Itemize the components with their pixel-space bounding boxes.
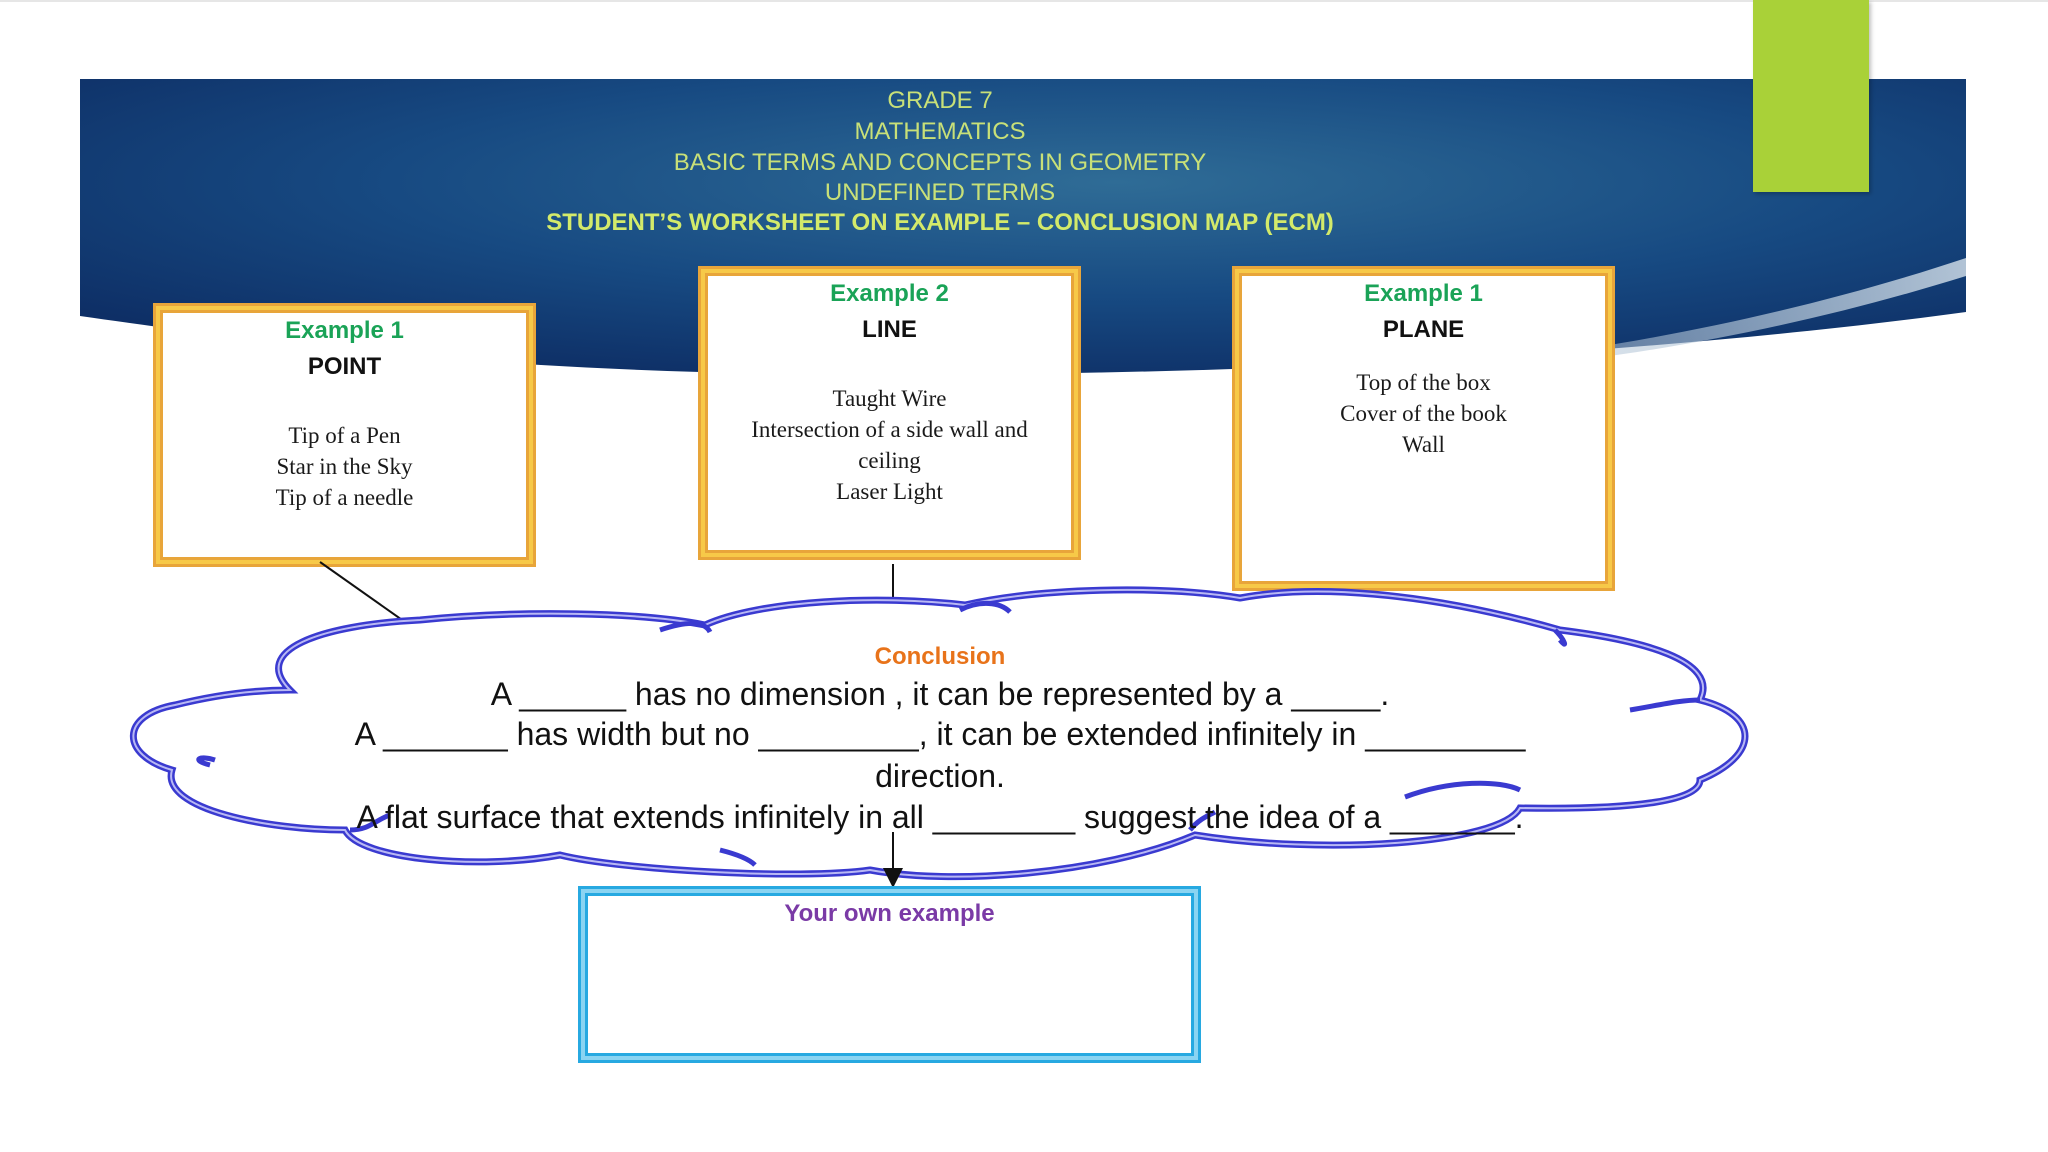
- example-item: Top of the box: [1356, 370, 1491, 395]
- connector-point: [320, 562, 405, 622]
- example-label: Example 2: [830, 280, 949, 307]
- conclusion-sentence-line: A _______ has width but no _________, it can be extended infinitely in _________: [354, 716, 1526, 752]
- own-example-label: Your own example: [784, 900, 995, 927]
- header-worksheet-title: STUDENT’S WORKSHEET ON EXAMPLE – CONCLUSION MAP (ECM): [546, 209, 1334, 236]
- conclusion-sentence-line-cont: direction.: [875, 758, 1005, 794]
- example-item: Intersection of a side wall and: [751, 417, 1028, 442]
- example-item: ceiling: [858, 448, 921, 473]
- example-term: PLANE: [1382, 316, 1465, 343]
- example-item: Taught Wire: [832, 386, 947, 411]
- example-item: Laser Light: [836, 479, 943, 504]
- conclusion-title: Conclusion: [874, 643, 1006, 670]
- header-subtopic: UNDEFINED TERMS: [824, 179, 1056, 206]
- example-term: LINE: [862, 316, 917, 343]
- example-item: Star in the Sky: [276, 454, 413, 479]
- example-label: Example 1: [1364, 280, 1483, 307]
- example-item: Tip of a needle: [275, 485, 414, 510]
- example-term: POINT: [307, 353, 382, 380]
- header-topic: BASIC TERMS AND CONCEPTS IN GEOMETRY: [673, 149, 1207, 176]
- own-example-box[interactable]: [578, 886, 1201, 1063]
- example-label: Example 1: [285, 317, 404, 344]
- example-item: Tip of a Pen: [288, 423, 401, 448]
- example-item: Wall: [1402, 432, 1445, 457]
- example-item: Cover of the book: [1340, 401, 1507, 426]
- conclusion-sentence-plane: A flat surface that extends infinitely in all ________ suggest the idea of a _______.: [356, 799, 1524, 835]
- header-subject: MATHEMATICS: [854, 118, 1026, 145]
- conclusion-sentence-point: A ______ has no dimension , it can be represented by a _____.: [490, 676, 1390, 712]
- header-grade: GRADE 7: [887, 87, 993, 114]
